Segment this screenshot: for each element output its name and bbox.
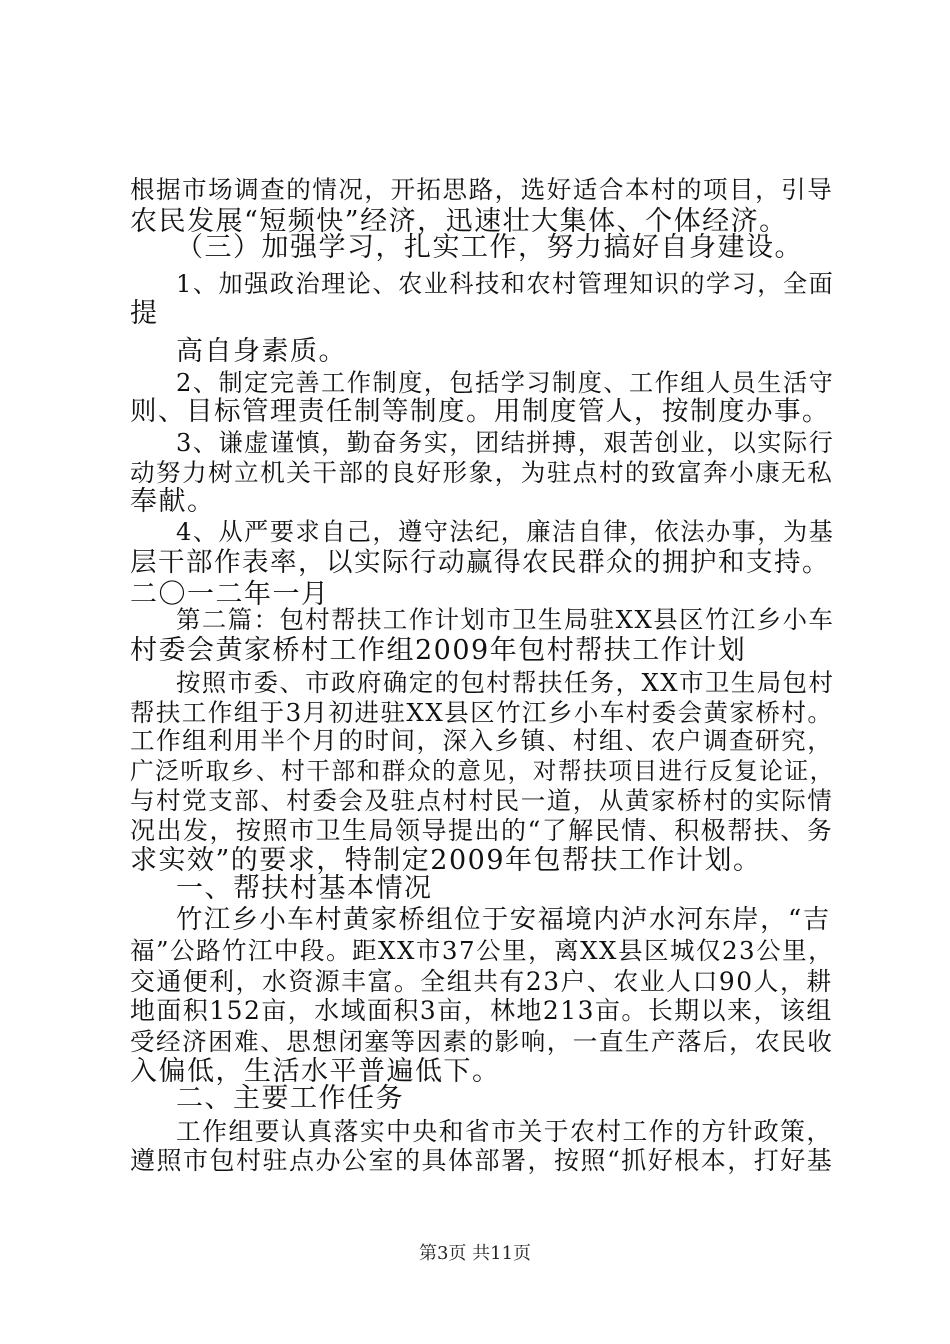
text-line: 求实效”的要求，特制定2009年包帮扶工作计划。: [130, 845, 762, 876]
text-line: 1、加强政治理论、农业科技和农村管理知识的学习，全面: [176, 270, 835, 298]
text-line: 则、目标管理责任制等制度。用制度管人，按制度办事。: [130, 396, 830, 427]
text-line: 根据市场调查的情况，开拓思路，选好适合本村的项目，引导: [130, 175, 834, 204]
text-line: 地面积152亩，水域面积3亩，林地213亩。长期以来，该组: [130, 996, 833, 1025]
text-line: 况出发，按照市卫生局领导提出的“了解民情、积极帮扶、务: [130, 816, 834, 845]
text-line: 奉献。: [130, 486, 216, 517]
text-line: 遵照市包村驻点办公室的具体部署，按照“抓好根本，打好基: [130, 1146, 834, 1175]
text-line: 高自身素质。: [176, 336, 347, 367]
date-line: 二〇一二年一月: [130, 579, 330, 610]
text-line: 交通便利，水资源丰富。全组共有23户、农业人口90人，耕: [130, 967, 833, 996]
chapter-title: 第二篇：包村帮扶工作计划市卫生局驻XX县区竹江乡小车: [176, 605, 835, 634]
text-line: 工作组利用半个月的时间，深入乡镇、村组、农户调查研究，: [130, 726, 834, 755]
text-line: 4、从严要求自己，遵守法纪，廉洁自律，依法办事，为基: [176, 518, 835, 546]
text-line: 竹江乡小车村黄家桥组位于安福境内泸水河东岸，“吉: [176, 905, 831, 935]
text-line: 帮扶工作组于3月初进驻XX县区竹江乡小车村委会黄家桥村。: [130, 698, 834, 727]
text-line: 广泛听取乡、村干部和群众的意见，对帮扶项目进行反复论证，: [130, 757, 835, 785]
page-number: 第3页 共11页: [418, 1243, 532, 1264]
text-line: 入偏低，生活水平普遍低下。: [130, 1056, 501, 1087]
section-heading: （三）加强学习，扎实工作，努力搞好自身建设。: [176, 232, 803, 263]
section-heading: 二、主要工作任务: [176, 1083, 404, 1114]
text-line: 福”公路竹江中段。距XX市37公里，离XX县区城仅23公里，: [130, 936, 835, 965]
text-line: 按照市委、市政府确定的包村帮扶任务，XX市卫生局包村: [176, 668, 835, 697]
text-line: 3、谦虚谨慎，勤奋务实，团结拼搏，艰苦创业，以实际行: [176, 429, 835, 457]
chapter-title: 村委会黄家桥村工作组2009年包村帮扶工作计划: [130, 635, 747, 666]
text-line: 2、制定完善工作制度，包括学习制度、工作组人员生活守: [176, 369, 835, 397]
text-line: 工作组要认真落实中央和省市关于农村工作的方针政策，: [176, 1117, 833, 1146]
text-line: 层干部作表率，以实际行动赢得农民群众的拥护和支持。: [130, 547, 830, 578]
text-line: 与村党支部、村委会及驻点村村民一道，从黄家桥村的实际情: [130, 786, 834, 815]
text-line: 受经济困难、思想闭塞等因素的影响，一直生产落后，农民收: [130, 1027, 834, 1056]
text-line: 提: [130, 298, 159, 329]
section-heading: 一、帮扶村基本情况: [176, 873, 433, 904]
text-line: 动努力树立机关干部的良好形象，为驻点村的致富奔小康无私: [130, 458, 834, 487]
text-line: 农民发展“短频快”经济，迅速壮大集体、个体经济。: [130, 206, 788, 237]
